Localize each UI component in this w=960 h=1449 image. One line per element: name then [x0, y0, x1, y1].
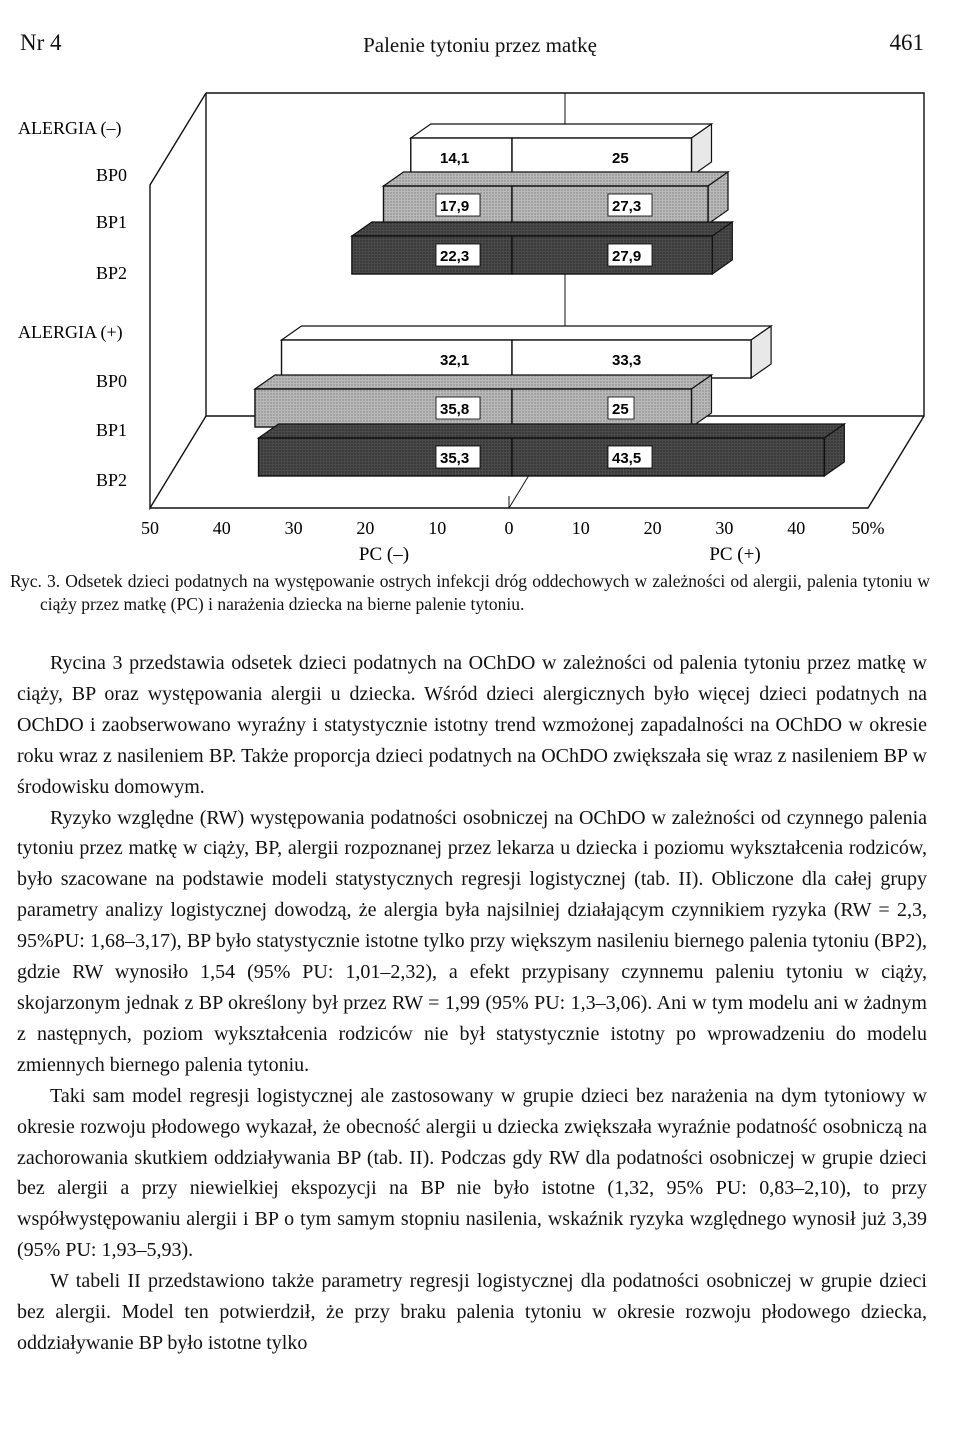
- paragraph-2: Ryzyko względne (RW) występowania podatności osobniczej na OChDO w zależności od czynnego palenia tytoniu przez matkę w ciąży, BP, alergii rozpoznanej przez lekarza u dziecka i poziomu wykształcenia rodziców, było szacowane na podstawie modeli statystycznych regresji logistycznej (tab. II). Obliczone dla całej grupy parametry analizy logistycznej dowodzą, że alergia była najsilniej działającym czynnikiem ryzyka (RW = 2,3, 95%PU: 1,68–3,17), BP było statystycznie istotne tylko przy większym nasileniu biernego palenia tytoniu (BP2), gdzie RW wynosiło 1,54 (95% PU: 1,01–2,32), a efekt przypisany czynnemu paleniu tytoniu w ciąży, skojarzonym jednak z BP określony był przez RW = 1,99 (95% PU: 1,3–3,06). Ani w tym modelu ani w żadnym z następnych, poziom wykształcenia rodziców nie był statystycznie istotny po wprowadzeniu do modelu zmiennych biernego palenia tytoniu.: [17, 806, 927, 1076]
- bar-alergia-neg-bp2-right-value: 27,9: [612, 248, 642, 265]
- bar-alergia-neg-bp0-right-value: 25: [612, 150, 629, 167]
- bar-alergia-pos-bp2-right-value: 43,5: [612, 450, 642, 467]
- bar-alergia-pos-bp2-right: [512, 438, 824, 476]
- x-tick-2: 30: [284, 518, 303, 538]
- group-label-0: ALERGIA (–): [18, 118, 122, 138]
- bar-alergia-neg-bp2-left-value: 22,3: [440, 248, 470, 265]
- body-text: [17, 648, 927, 1359]
- bar-alergia-neg-bp1-right-value: 27,3: [612, 198, 642, 215]
- x-right-label: PC (+): [709, 544, 761, 565]
- x-tick-8: 30: [715, 518, 734, 538]
- figure-3-chart: [0, 80, 960, 570]
- category-label-1-bp2: BP2: [96, 470, 128, 490]
- x-tick-4: 10: [428, 518, 447, 538]
- bar-alergia-pos-bp1-left-value: 35,8: [440, 401, 470, 418]
- x-left-label: PC (–): [358, 544, 410, 565]
- x-tick-3: 20: [356, 518, 375, 538]
- chart-bars: [255, 124, 844, 476]
- page-number: 461: [889, 30, 924, 55]
- x-tick-6: 10: [571, 518, 590, 538]
- bar-alergia-neg-bp1-left-value: 17,9: [440, 198, 470, 215]
- paragraph-3: Taki sam model regresji logistycznej ale zastosowany w grupie dzieci bez narażenia na dym tytoniowy w okresie rozwoju płodowego wykazał, że obecność alergii u dziecka zwiększała wyraźnie podatność osobniczą na zachorowania skutkiem oddziaływania BP (tab. II). Podczas gdy RW dla podatności osobniczej w grupie dzieci bez alergii a przy niewielkiej ekspozycji na BP nie było istotne (1,32, 95% PU: 0,83–2,10), to przy współwystępowaniu alergii i BP o tym samym stopniu nasilenia, wskaźnik ryzyka względnego wynosił już 3,39 (95% PU: 1,93–5,93).: [17, 1084, 927, 1262]
- bar-alergia-pos-bp1-right-value: 25: [612, 401, 629, 418]
- bar-alergia-neg-bp2-top: [352, 222, 732, 236]
- category-label-0-bp1: BP1: [96, 212, 128, 232]
- category-label-0-bp2: BP2: [96, 263, 128, 283]
- paragraph-1: Rycina 3 przedstawia odsetek dzieci podatnych na OChDO w zależności od palenia tytoniu przez matkę w ciąży, BP oraz występowania alergii u dziecka. Wśród dzieci alergicznych było więcej dzieci podatnych na OChDO i zaobserwowano wyraźny i statystycznie istotny trend wzmożonej zapadalności na OChDO w okresie roku wraz z nasileniem BP. Także proporcja dzieci podatnych na OChDO zwiększała się wraz z nasileniem BP w środowisku domowym.: [17, 652, 927, 798]
- bar-alergia-pos-bp0-right-value: 33,3: [612, 352, 642, 369]
- bar-alergia-neg-bp2-left: [352, 236, 512, 274]
- category-label-1-bp1: BP1: [96, 420, 128, 440]
- x-tick-5: 0: [504, 518, 514, 538]
- running-title: Palenie tytoniu przez matkę: [363, 33, 597, 57]
- bar-alergia-pos-bp0-top: [282, 326, 772, 340]
- category-label-0-bp0: BP0: [96, 165, 128, 185]
- category-label-1-bp0: BP0: [96, 371, 128, 391]
- bar-alergia-neg-bp1-top: [383, 172, 728, 186]
- bar-alergia-pos-bp1-top: [255, 375, 712, 389]
- bar-alergia-pos-bp2-left-value: 35,3: [440, 450, 470, 467]
- bar-alergia-pos-bp1-right: [512, 389, 692, 427]
- group-label-1: ALERGIA (+): [18, 322, 123, 342]
- bar-alergia-pos-bp0-left-value: 32,1: [440, 352, 470, 369]
- paragraph-4: W tabeli II przedstawiono także parametry regresji logistycznej dla podatności osobniczej w grupie dzieci bez alergii. Model ten potwierdził, że przy braku palenia tytoniu w okresie rozwoju płodowego dziecka, oddziaływanie BP było istotne tylko: [17, 1270, 927, 1354]
- bar-alergia-pos-bp2-top: [259, 424, 845, 438]
- x-tick-9: 40: [787, 518, 806, 538]
- left-wall: [150, 93, 206, 508]
- journal-issue: Nr 4: [20, 30, 62, 55]
- bar-alergia-neg-bp0-right: [512, 138, 692, 176]
- x-tick-10: 50%: [851, 518, 885, 538]
- x-tick-0: 50: [141, 518, 159, 538]
- figure-caption: Ryc. 3. Odsetek dzieci podatnych na występowanie ostrych infekcji dróg oddechowych w zależności od alergii, palenia tytoniu w ciąży przez matkę (PC) i narażenia dziecka na bierne palenie tytoniu.: [10, 571, 930, 614]
- x-tick-7: 20: [643, 518, 662, 538]
- bar-alergia-neg-bp0-top: [411, 124, 712, 138]
- x-tick-1: 40: [212, 518, 231, 538]
- bar-alergia-neg-bp0-left-value: 14,1: [440, 150, 470, 167]
- bar-alergia-pos-bp0-left: [282, 340, 512, 378]
